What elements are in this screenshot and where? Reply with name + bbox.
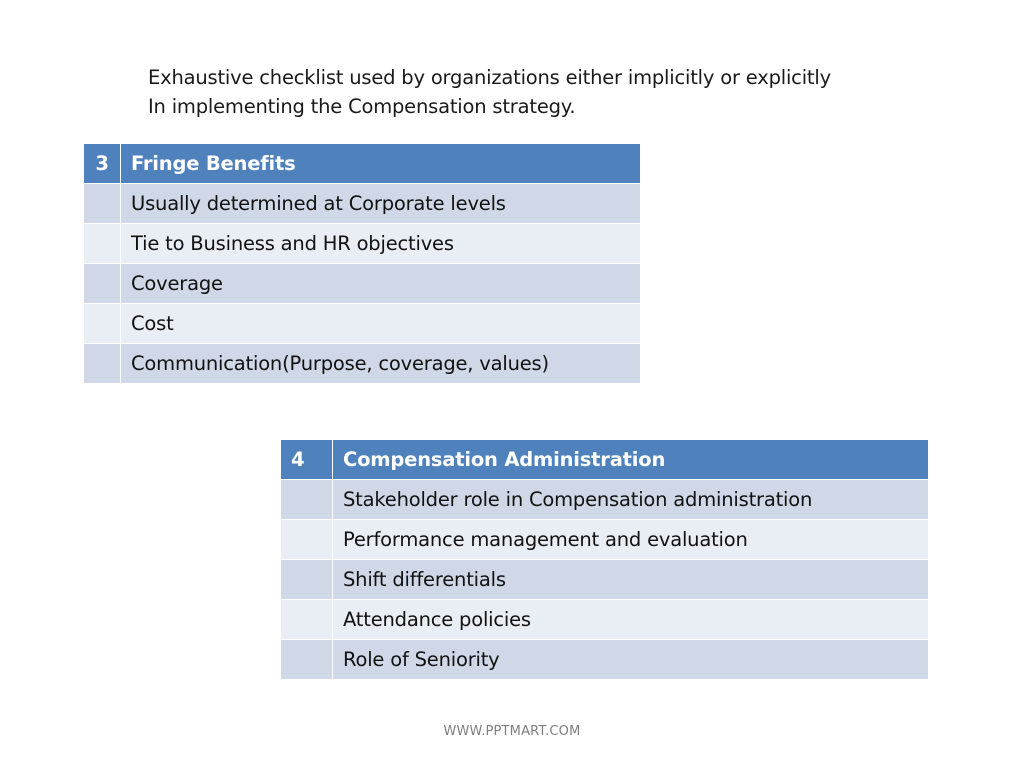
table-row <box>281 640 929 680</box>
row-text-cell: Attendance policies <box>333 600 929 640</box>
row-number-cell <box>281 480 333 520</box>
row-text-cell: Stakeholder role in Compensation administration <box>333 480 929 520</box>
compensation-administration-table <box>280 439 929 680</box>
row-text-cell: Coverage <box>121 264 641 304</box>
table-row <box>84 264 641 304</box>
row-number-cell <box>281 600 333 640</box>
fringe-benefits-table <box>83 143 641 384</box>
row-text-cell: Communication(Purpose, coverage, values) <box>121 344 641 384</box>
row-number-cell <box>84 224 121 264</box>
table-row <box>281 600 929 640</box>
row-number-cell <box>84 344 121 384</box>
row-text-cell: Tie to Business and HR objectives <box>121 224 641 264</box>
row-number-cell <box>84 184 121 224</box>
table-row <box>281 480 929 520</box>
intro-line-1: Exhaustive checklist used by organizations either implicitly or explicitly <box>148 66 831 89</box>
row-text-cell: Cost <box>121 304 641 344</box>
section-number: 4 <box>281 440 333 480</box>
section-number: 3 <box>84 144 121 184</box>
row-text-cell: Role of Seniority <box>333 640 929 680</box>
row-text-cell: Performance management and evaluation <box>333 520 929 560</box>
row-number-cell <box>84 304 121 344</box>
footer-watermark: WWW.PPTMART.COM <box>443 724 581 739</box>
table-row <box>281 560 929 600</box>
table-header-row <box>281 440 929 480</box>
row-text-cell: Usually determined at Corporate levels <box>121 184 641 224</box>
section-heading: Fringe Benefits <box>121 144 641 184</box>
table-row <box>281 520 929 560</box>
row-number-cell <box>281 520 333 560</box>
table-row <box>84 344 641 384</box>
table-row <box>84 304 641 344</box>
row-number-cell <box>281 640 333 680</box>
row-number-cell <box>84 264 121 304</box>
section-heading: Compensation Administration <box>333 440 929 480</box>
row-number-cell <box>281 560 333 600</box>
row-text-cell: Shift differentials <box>333 560 929 600</box>
table-row <box>84 224 641 264</box>
intro-line-2: In implementing the Compensation strategy. <box>148 95 576 118</box>
intro-text <box>148 63 948 121</box>
table-header-row <box>84 144 641 184</box>
table-row <box>84 184 641 224</box>
